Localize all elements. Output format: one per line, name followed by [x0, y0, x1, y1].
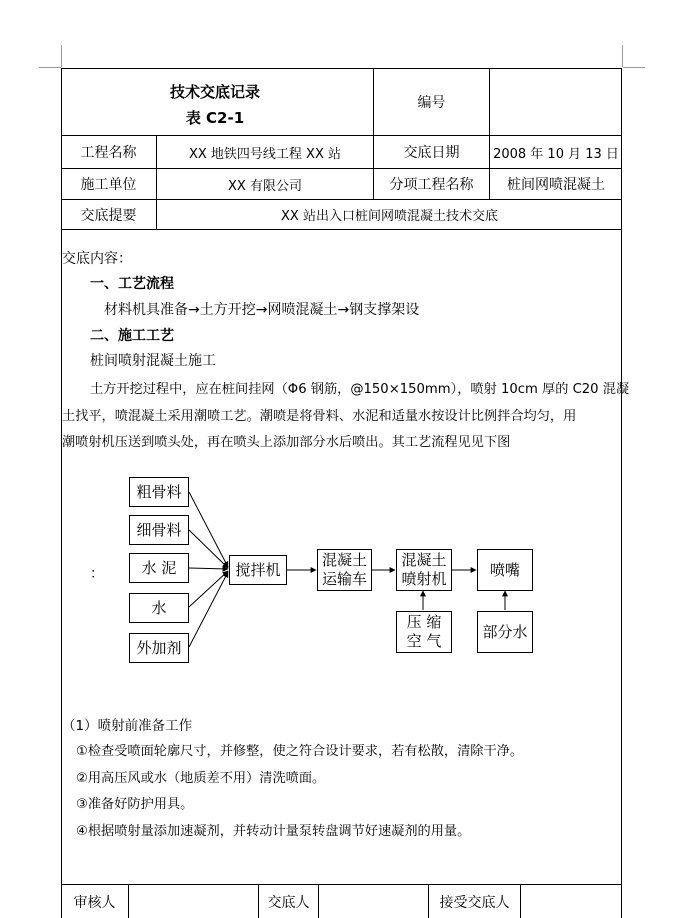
date-value: 2008 年 10 月 13 日: [493, 146, 619, 162]
spraying-machine-box: [396, 549, 452, 591]
coarse-aggregate-box: 粗骨料: [129, 477, 189, 507]
transport-line: 运输车: [321, 570, 367, 588]
table-rule: [128, 884, 129, 918]
summary-label: 交底提要: [80, 207, 137, 224]
sprayer-line: 混凝土: [401, 551, 447, 569]
flow-arrow: [189, 568, 228, 569]
table-rule: [520, 884, 521, 918]
transport-truck-box: [317, 549, 372, 591]
prep-item: ②用高压风或水（地质差不用）清洗喷面。: [76, 771, 326, 786]
table-rule: [318, 884, 319, 918]
air-line: 空 气: [406, 632, 442, 650]
project-name: XX 地铁四号线工程 XX 站: [188, 146, 342, 162]
receiver-label: 接受交底人: [439, 894, 510, 911]
section-title: 一、工艺流程: [90, 276, 174, 292]
prep-item: ①检查受喷面轮廓尺寸，并修整，使之符合设计要求，若有松散，清除干净。: [76, 744, 524, 759]
cement-box: 水 泥: [129, 553, 189, 583]
process-flow-text: 材料机具准备→土方开挖→网喷混凝土→钢支撑架设: [104, 302, 420, 318]
reviewer-label: 审核人: [73, 894, 116, 911]
fine-aggregate-box: 细骨料: [129, 515, 189, 545]
section-title: 二、施工工艺: [90, 328, 174, 344]
colon-mark: ：: [90, 566, 104, 582]
paragraph-line: 土方开挖过程中，应在桩间挂网（Φ6 钢筋，@150×150mm），喷射 10cm 厚的 C20 混凝: [90, 382, 630, 397]
subsection-title: 桩间喷射混凝土施工: [90, 353, 216, 369]
paragraph-line: 潮喷射机压送到喷头处，再在喷头上添加部分水后喷出。其工艺流程见见下图: [62, 435, 511, 450]
paragraph-line: 土找平，喷混凝土采用潮喷工艺。潮喷是将骨料、水泥和适量水按设计比例拌合均匀，用: [62, 409, 577, 424]
prep-item: ④根据喷射量添加速凝剂，并转动计量泵转盘调节好速凝剂的用量。: [76, 824, 471, 839]
air-line: 压 缩: [406, 613, 442, 631]
project-name-label: 工程名称: [80, 145, 137, 161]
flow-arrow: [189, 571, 228, 607]
flow-arrow: [189, 492, 228, 567]
flow-arrow: [189, 530, 228, 568]
compressed-air-box: [396, 611, 452, 653]
unit-value: XX 有限公司: [228, 178, 302, 194]
sprayer-line: 喷射机: [401, 570, 447, 588]
mixer-box: 搅拌机: [229, 555, 287, 585]
table-rule: [61, 884, 622, 885]
nozzle-box: 喷嘴: [477, 549, 533, 591]
presenter-label: 交底人: [267, 894, 310, 911]
sub-project-value: 桩间网喷混凝土: [507, 177, 605, 193]
admixture-box: 外加剂: [129, 633, 189, 663]
summary-value: XX 站出入口桩间网喷混凝土技术交底: [281, 209, 498, 224]
prep-title: （1）喷射前准备工作: [62, 718, 193, 734]
partial-water-box: 部分水: [477, 611, 533, 653]
flow-arrow: [189, 572, 228, 647]
form-number: 表 C2-1: [185, 108, 245, 127]
sub-project-label: 分项工程名称: [389, 177, 474, 193]
date-label: 交底日期: [403, 145, 460, 161]
number-label: 编号: [417, 94, 446, 111]
unit-label: 施工单位: [80, 177, 137, 193]
form-title: 技术交底记录: [169, 82, 260, 101]
content-intro: 交底内容：: [62, 251, 132, 267]
prep-item: ③准备好防护用具。: [76, 797, 194, 812]
transport-line: 混凝土: [321, 551, 367, 569]
water-box: 水: [129, 593, 189, 623]
